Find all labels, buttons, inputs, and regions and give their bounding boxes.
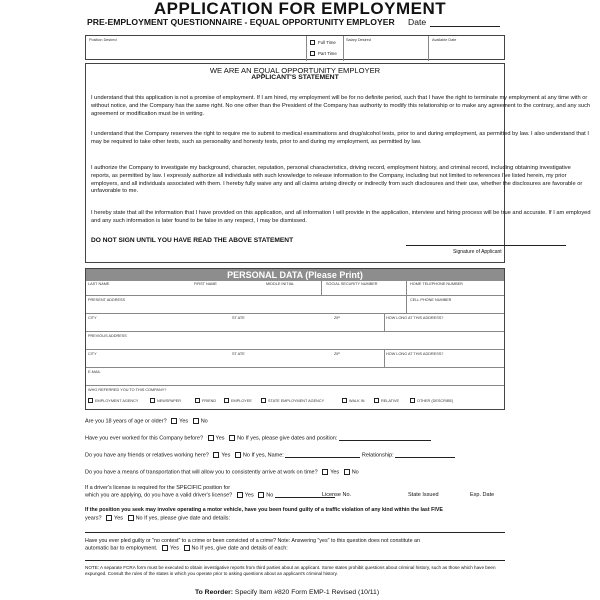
home-phone-label: HOME TELEPHONE NUMBER	[410, 282, 463, 286]
q-license: which you are applying, do you have a valid driver's license? Yes No	[85, 492, 335, 498]
referred-label: WHO REFERRED YOU TO THIS COMPANY?	[88, 388, 167, 392]
date-label: Date	[408, 17, 427, 27]
form-title: APPLICATION FOR EMPLOYMENT	[153, 0, 447, 18]
position-desired-label: Position Desired	[89, 38, 117, 42]
relatives-yes-checkbox[interactable]	[213, 452, 219, 458]
applicant-statement	[85, 63, 591, 263]
referral-option-label: EMPLOYEE	[231, 399, 252, 403]
statement-subheading: APPLICANT'S STATEMENT	[251, 74, 339, 81]
q-crime: automatic bar to employment. Yes No If yes, give date and details of each:	[85, 545, 288, 552]
referral-walk-in-checkbox[interactable]	[342, 398, 347, 403]
fcra-note: NOTE: A separate FCRA form must be executed to obtain investigative reports from third parties about an applicant. Some states prohibit questions about criminal history, such as those which have been expunged. Consult the rules of the states in which you operate prior to asking questions about an applicant's criminal history.	[85, 565, 496, 576]
personal-data-section	[85, 268, 505, 410]
q-traffic-line-1: If the position you seek may involve operating a motor vehicle, have you been found guilty of a traffic violation of any kind within the last FIVE	[85, 507, 443, 513]
city2-label: CITY	[88, 352, 97, 356]
q-transportation: Do you have a means of transportation that will allow you to consistently arrive at work on time? Yes No	[85, 469, 359, 476]
referral-option-label: FRIEND	[202, 399, 217, 403]
present-address-label: PRESENT ADDRESS	[88, 298, 126, 302]
referral-option-label: NEWSPAPER	[157, 399, 181, 403]
state-label: ST ATE	[232, 316, 245, 320]
do-not-sign-notice: DO NOT SIGN UNTIL YOU HAVE READ THE ABOVE STATEMENT	[91, 237, 294, 244]
full-time-label: Full Time	[318, 40, 336, 45]
available-date-label: Available Date	[432, 38, 457, 42]
statement-paragraph-2: I understand that the Company reserves the right to require me to submit to medical examinations and drug/alcohol tests, prior to and during employment, as permitted by law. I also understand that I may be required to take other tests, such as personality and honesty tests, prior to and during my employment, as permitted by law.	[91, 131, 589, 145]
email-label: E-MAIL	[88, 370, 101, 374]
q-traffic: years? Yes No If yes, please give date and details:	[85, 515, 231, 522]
city-label: CITY	[88, 316, 97, 320]
statement-paragraph-3: I authorize the Company to investigate my background, character, reputation, personal characteristics, driving record, employment history, and criminal record, including obtaining investigative reports, as permitted by law. I expressly authorize all individuals with such knowledge to release information to the Company, including but not limited to references I've listed herein, my prior employers, and all individuals associated with them. I hereby fully waive any and all claims arising directly or indirectly from such disclosures and their use, whether the disclosures are favorable or unfavorable to me.	[91, 165, 583, 195]
ssn-label: SOCIAL SECURITY NUMBER	[326, 282, 378, 286]
first-name-label: FIRST NAME	[194, 282, 217, 286]
q-relatives: Do you have any friends or relatives working here? Yes No If yes, Name: Relationship:	[85, 452, 455, 458]
q-age: Are you 18 years of age or older? Yes No	[85, 418, 208, 425]
crime-details-field[interactable]	[85, 560, 505, 561]
traffic-no-checkbox[interactable]	[128, 515, 134, 521]
zip-label: ZIP	[334, 316, 340, 320]
license-yes-checkbox[interactable]	[237, 492, 243, 498]
relationship-field[interactable]	[395, 457, 455, 458]
previous-address-label: PREVIOUS ADDRESS	[88, 334, 127, 338]
state-issued-label: State Issued	[408, 492, 439, 498]
referral-option-label: EMPLOYMENT AGENCY	[95, 399, 139, 403]
referral-friend-checkbox[interactable]	[195, 398, 200, 403]
signature-field[interactable]	[406, 245, 566, 246]
salary-desired-label: Salary Desired	[346, 38, 371, 42]
exp-date-label: Exp. Date	[470, 492, 495, 498]
referral-option-label: STATE EMPLOYMENT AGENCY	[268, 399, 325, 403]
reorder-text: Specify Item #820 Form EMP-1 Revised (10/11)	[234, 589, 380, 596]
state2-label: ST ATE	[232, 352, 245, 356]
how-long-label: HOW LONG AT THIS ADDRESS?	[386, 316, 444, 320]
how-long2-label: HOW LONG AT THIS ADDRESS?	[386, 352, 444, 356]
referral-option-label: RELATIVE	[381, 399, 400, 403]
middle-initial-label: MIDDLE INITIAL	[266, 282, 295, 286]
date-field[interactable]	[430, 26, 500, 27]
transport-yes-checkbox[interactable]	[322, 469, 328, 475]
referral-agency-checkbox[interactable]	[88, 398, 93, 403]
part-time-checkbox[interactable]	[310, 51, 315, 56]
statement-paragraph-4: I hereby state that all the information that I have provided on this application, and all information I will provide in the application, interview and hiring process will be true and accurate. If I am employed and any such information is later found to be false in any respect, I may be dismissed.	[91, 210, 591, 224]
referral-relative-checkbox[interactable]	[374, 398, 379, 403]
part-time-label: Part Time	[318, 51, 337, 56]
traffic-yes-checkbox[interactable]	[106, 515, 112, 521]
transport-no-checkbox[interactable]	[344, 469, 350, 475]
age-no-checkbox[interactable]	[193, 418, 199, 424]
signature-label: Signature of Applicant	[453, 249, 502, 255]
referral-state-agency-checkbox[interactable]	[261, 398, 266, 403]
worked-no-checkbox[interactable]	[229, 435, 235, 441]
crime-yes-checkbox[interactable]	[162, 545, 168, 551]
worked-details-field[interactable]	[339, 440, 431, 441]
referral-employee-checkbox[interactable]	[224, 398, 229, 403]
eoe-heading: WE ARE AN EQUAL OPPORTUNITY EMPLOYER	[209, 66, 381, 75]
q-worked-before: Have you ever worked for this Company before? Yes No If yes, please give dates and position:	[85, 435, 431, 441]
q-license-line-1: If a driver's license is required for the SPECIFIC position for	[85, 485, 231, 491]
statement-paragraph-1: I understand that this application is not a promise of employment. If I am hired, my employment will be for no definite period, such that I have the right to terminate my employment at any time with or without notice, and the Company has the same right. No one other than the President of the Company has authority to modify this relationship or to make any agreement to the contrary, and any such agreement or modification must be in writing.	[91, 95, 591, 117]
age-yes-checkbox[interactable]	[171, 418, 177, 424]
license-number-label: License No.	[322, 492, 352, 498]
referral-option-label: WALK IN	[349, 399, 365, 403]
last-name-label: LAST NAME	[88, 282, 110, 286]
zip2-label: ZIP	[334, 352, 340, 356]
personal-data-heading: PERSONAL DATA (Please Print)	[86, 269, 504, 281]
relatives-no-checkbox[interactable]	[235, 452, 241, 458]
cell-phone-label: CELL PHONE NUMBER	[410, 298, 452, 302]
license-no-checkbox[interactable]	[258, 492, 264, 498]
q-crime-line-1: Have you ever pled guilty or "no contest" to a crime or been convicted of a crime? Note: Answering "yes" to this question does not constitute an	[85, 538, 420, 544]
referral-other-checkbox[interactable]	[410, 398, 415, 403]
reorder-line	[195, 589, 379, 596]
position-row	[85, 35, 505, 60]
traffic-details-field[interactable]	[85, 532, 505, 533]
referral-newspaper-checkbox[interactable]	[150, 398, 155, 403]
relative-name-field[interactable]	[285, 457, 360, 458]
form-subtitle: PRE-EMPLOYMENT QUESTIONNAIRE - EQUAL OPPORTUNITY EMPLOYER	[87, 17, 395, 27]
worked-yes-checkbox[interactable]	[208, 435, 214, 441]
crime-no-checkbox[interactable]	[184, 545, 190, 551]
reorder-label: To Reorder:	[195, 589, 234, 596]
referral-option-label: OTHER (DESCRIBE)	[417, 399, 454, 403]
full-time-checkbox[interactable]	[310, 40, 315, 45]
